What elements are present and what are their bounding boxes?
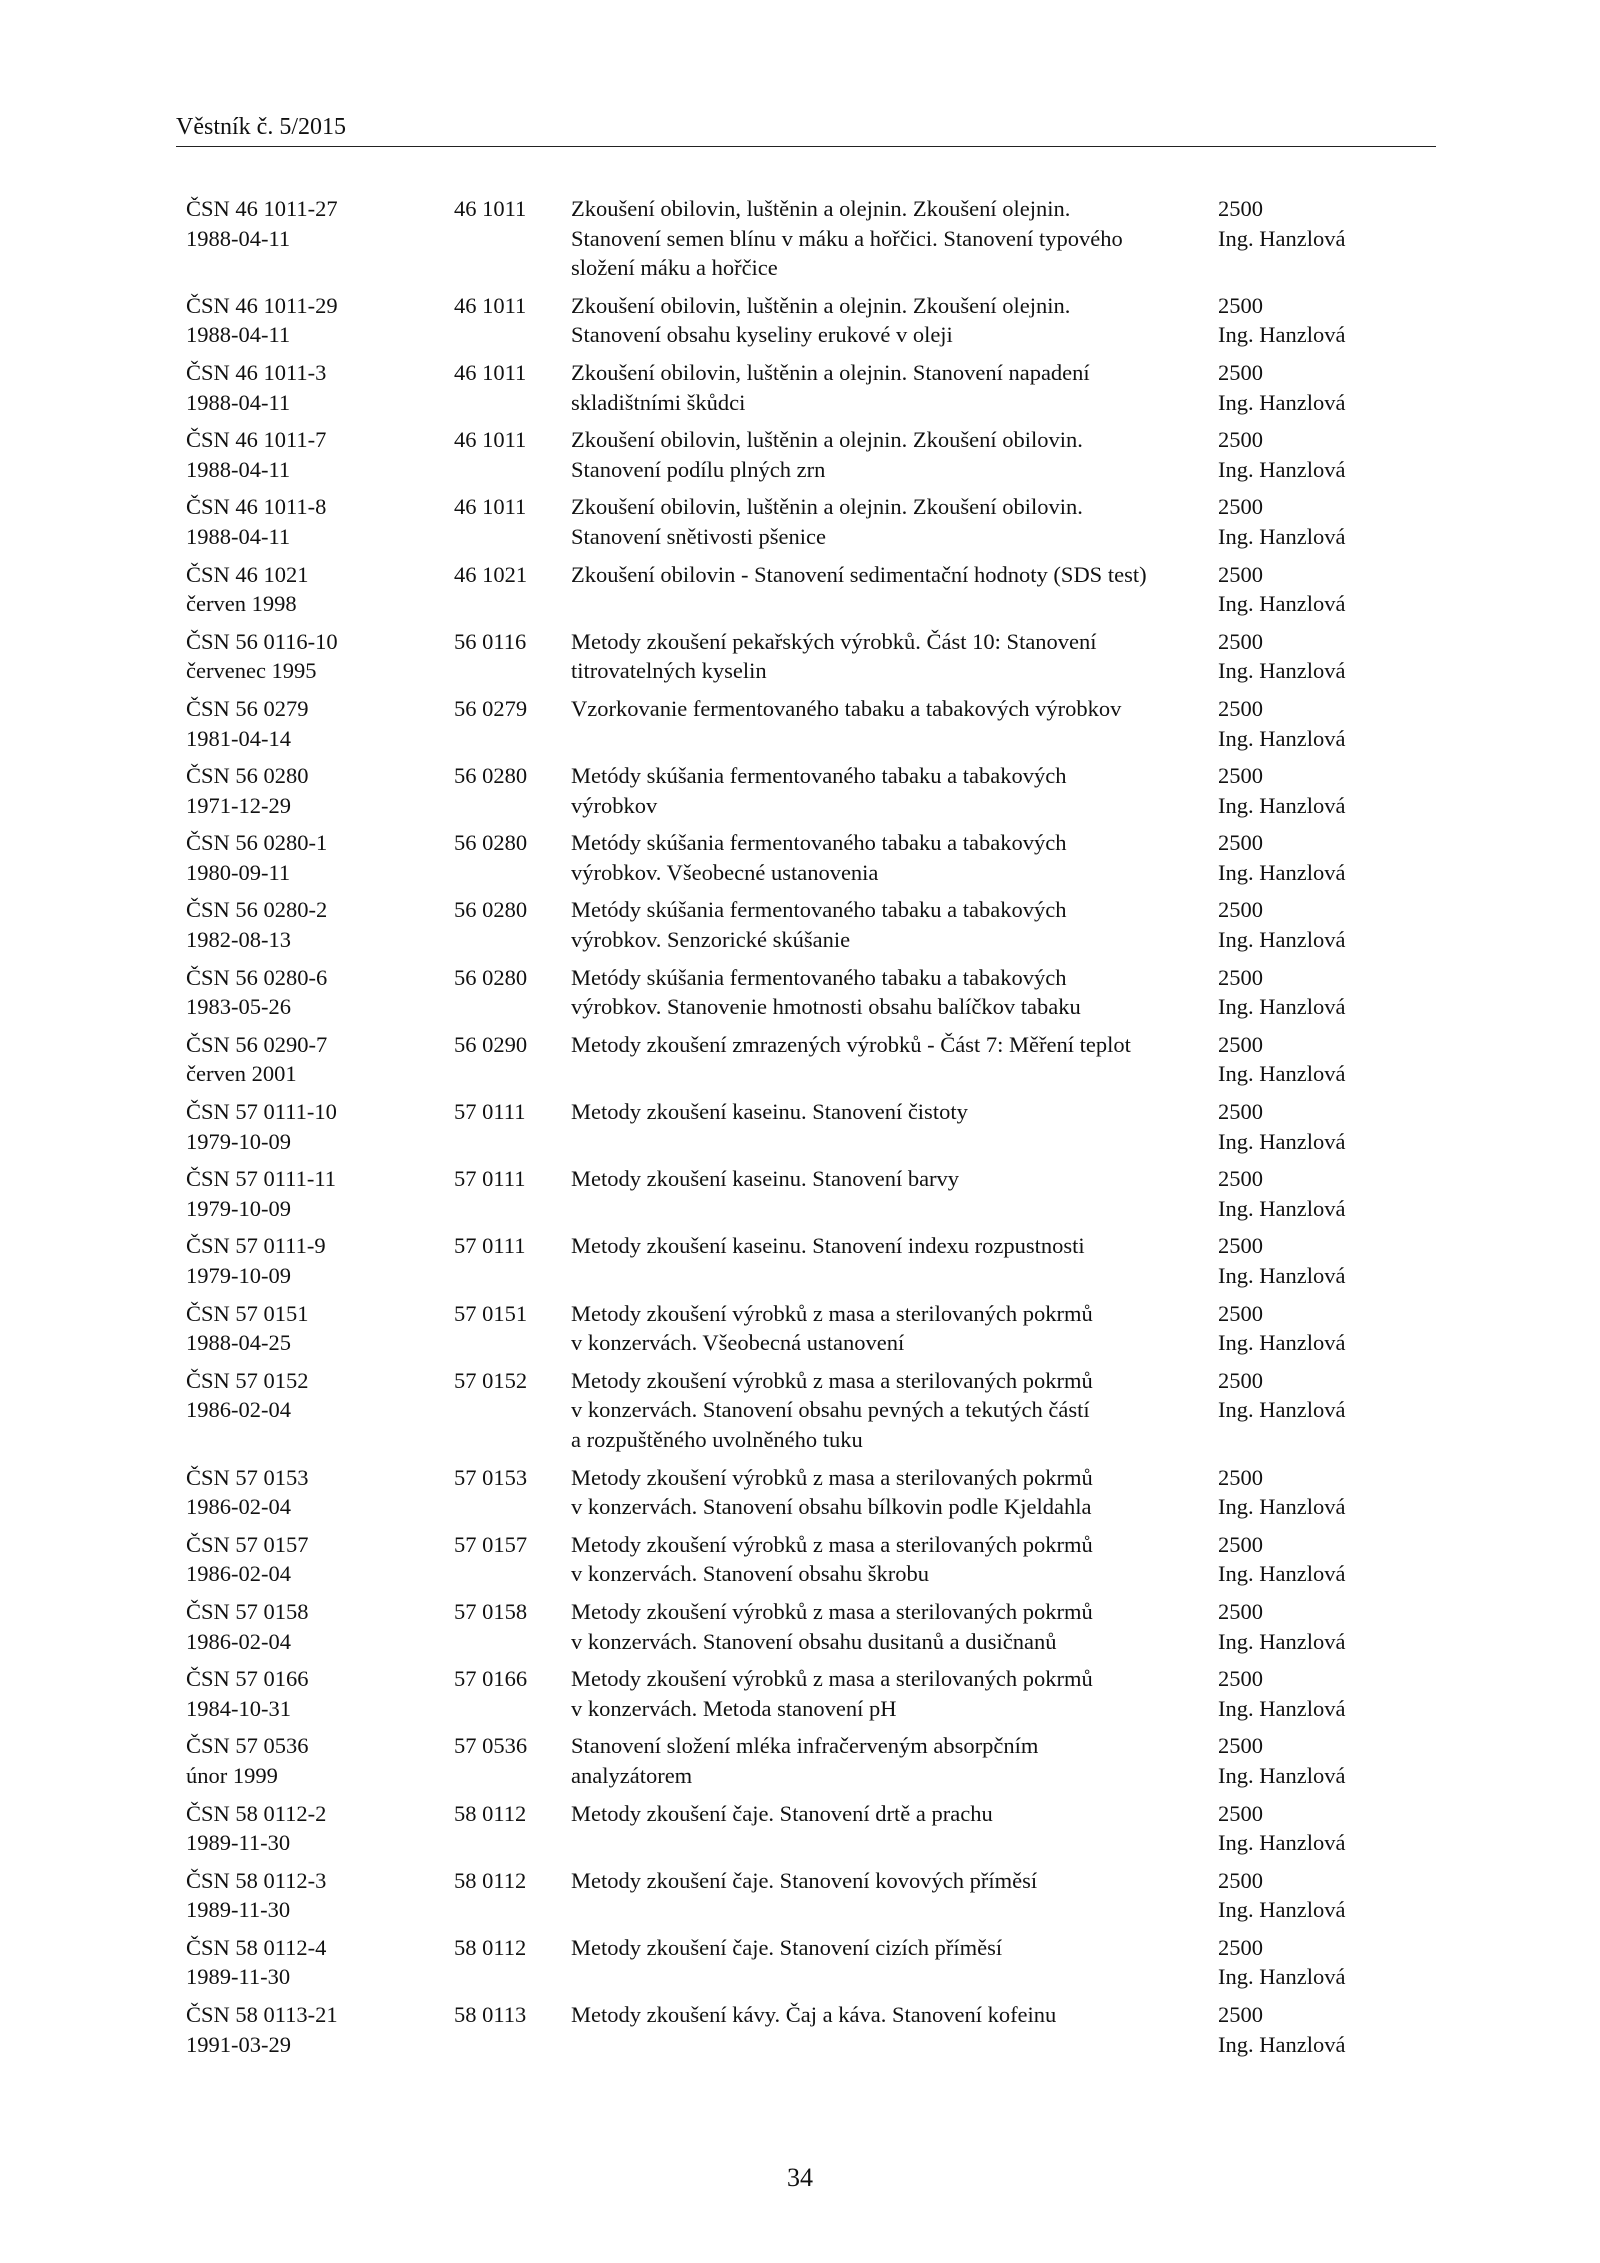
title-line: výrobkov	[571, 792, 658, 818]
standard-date: 1988-04-11	[186, 523, 291, 549]
standard-designation	[186, 1664, 454, 1723]
price-contact	[1218, 694, 1368, 753]
contact-person: Ing. Hanzlová	[1218, 927, 1346, 953]
contact-person: Ing. Hanzlová	[1218, 523, 1346, 549]
contact-person: Ing. Hanzlová	[1218, 1830, 1346, 1856]
standard-code: ČSN 58 0112-4	[186, 1934, 327, 1960]
standard-title	[571, 492, 1218, 551]
standard-designation	[186, 291, 454, 350]
standard-designation	[186, 1731, 454, 1790]
standard-date: červenec 1995	[186, 658, 317, 684]
standard-code: ČSN 57 0536	[186, 1733, 309, 1759]
title-line: Metódy skúšania fermentovaného tabaku a tabakových	[571, 964, 1067, 990]
title-line: Zkoušení obilovin, luštěnin a olejnin. Zkoušení obilovin.	[571, 494, 1083, 520]
standard-entry	[186, 627, 1436, 686]
standard-title	[571, 1933, 1218, 1992]
standard-date: únor 1999	[186, 1762, 278, 1788]
price: 2500	[1218, 1666, 1263, 1692]
price-contact	[1218, 1164, 1368, 1223]
contact-person: Ing. Hanzlová	[1218, 658, 1346, 684]
price-contact	[1218, 560, 1368, 619]
standard-designation	[186, 1530, 454, 1589]
title-line: Stanovení složení mléka infračerveným absorpčním	[571, 1733, 1039, 1759]
contact-person: Ing. Hanzlová	[1218, 591, 1346, 617]
price: 2500	[1218, 1598, 1263, 1624]
standard-title	[571, 560, 1218, 619]
class-number: 57 0111	[454, 1166, 526, 1192]
standard-title	[571, 358, 1218, 417]
standard-code: ČSN 56 0116-10	[186, 628, 338, 654]
standard-entry	[186, 828, 1436, 887]
class-number: 56 0280	[454, 897, 528, 923]
standard-code: ČSN 46 1011-3	[186, 359, 327, 385]
class-number: 56 0280	[454, 763, 528, 789]
contact-person: Ing. Hanzlová	[1218, 1762, 1346, 1788]
standard-code: ČSN 57 0111-10	[186, 1099, 337, 1125]
title-line: Stanovení obsahu kyseliny erukové v oleji	[571, 322, 953, 348]
standard-code: ČSN 57 0166	[186, 1666, 309, 1692]
standard-title	[571, 761, 1218, 820]
standard-code: ČSN 56 0280-2	[186, 897, 328, 923]
standard-code: ČSN 56 0290-7	[186, 1031, 328, 1057]
standard-code: ČSN 56 0280	[186, 763, 309, 789]
standard-title	[571, 291, 1218, 350]
class-number: 46 1011	[454, 196, 527, 221]
standard-designation	[186, 2000, 454, 2059]
standard-code: ČSN 57 0111-11	[186, 1166, 337, 1192]
title-line: v konzervách. Stanovení obsahu bílkovin podle Kjeldahla	[571, 1494, 1092, 1520]
title-line: Zkoušení obilovin, luštěnin a olejnin. Stanovení napadení	[571, 359, 1090, 385]
page-number: 34	[787, 2163, 813, 2192]
title-line: Metody zkoušení čaje. Stanovení cizích příměsí	[571, 1934, 1003, 1960]
standard-date: 1989-11-30	[186, 1964, 291, 1990]
class-number: 56 0290	[454, 1031, 528, 1057]
price-contact	[1218, 194, 1368, 283]
standard-code: ČSN 46 1011-8	[186, 494, 327, 520]
class-number: 57 0158	[454, 1598, 528, 1624]
title-line: Zkoušení obilovin - Stanovení sedimentační hodnoty (SDS test)	[571, 561, 1147, 587]
title-line: Metody zkoušení kaseinu. Stanovení čistoty	[571, 1099, 968, 1125]
class-number: 56 0279	[454, 695, 528, 721]
standard-designation	[186, 1231, 454, 1290]
title-line: Metody zkoušení výrobků z masa a sterilovaných pokrmů	[571, 1367, 1093, 1393]
price-contact	[1218, 963, 1368, 1022]
standard-date: 1979-10-09	[186, 1195, 291, 1221]
standard-code: ČSN 57 0151	[186, 1300, 309, 1326]
standard-designation	[186, 963, 454, 1022]
contact-person: Ing. Hanzlová	[1218, 2031, 1346, 2057]
price-contact	[1218, 1366, 1368, 1455]
standard-designation	[186, 425, 454, 484]
title-line: Metody zkoušení výrobků z masa a sterilovaných pokrmů	[571, 1464, 1093, 1490]
standard-designation	[186, 761, 454, 820]
contact-person: Ing. Hanzlová	[1218, 859, 1346, 885]
contact-person: Ing. Hanzlová	[1218, 456, 1346, 482]
contact-person: Ing. Hanzlová	[1218, 1897, 1346, 1923]
standard-entry	[186, 1731, 1436, 1790]
title-line: Metódy skúšania fermentovaného tabaku a tabakových	[571, 763, 1067, 789]
title-line: Metody zkoušení pekařských výrobků. Část 10: Stanovení	[571, 628, 1097, 654]
standard-entry	[186, 1933, 1436, 1992]
standard-code: ČSN 57 0152	[186, 1367, 309, 1393]
standard-designation	[186, 1097, 454, 1156]
standard-entry	[186, 1530, 1436, 1589]
title-line: Metody zkoušení čaje. Stanovení drtě a prachu	[571, 1800, 993, 1826]
class-number: 57 0536	[454, 1733, 528, 1759]
price: 2500	[1218, 1800, 1263, 1826]
title-line: Zkoušení obilovin, luštěnin a olejnin. Zkoušení obilovin.	[571, 427, 1083, 453]
standard-title	[571, 828, 1218, 887]
price-contact	[1218, 1463, 1368, 1522]
standard-title	[571, 425, 1218, 484]
standard-entry	[186, 1799, 1436, 1858]
price-contact	[1218, 1799, 1368, 1858]
title-line: Metody zkoušení kaseinu. Stanovení indexu rozpustnosti	[571, 1233, 1085, 1259]
standard-date: červen 1998	[186, 591, 297, 617]
contact-person: Ing. Hanzlová	[1218, 725, 1346, 751]
standard-code: ČSN 56 0280-6	[186, 964, 328, 990]
standard-entry	[186, 895, 1436, 954]
title-line: skladištními škůdci	[571, 389, 746, 415]
standard-title	[571, 963, 1218, 1022]
title-line: Metody zkoušení zmrazených výrobků - Část 7: Měření teplot	[571, 1031, 1131, 1057]
price: 2500	[1218, 1934, 1263, 1960]
standard-title	[571, 1799, 1218, 1858]
title-line: Metody zkoušení výrobků z masa a sterilovaných pokrmů	[571, 1666, 1093, 1692]
standard-entry	[186, 963, 1436, 1022]
price-contact	[1218, 358, 1368, 417]
class-number: 46 1021	[454, 561, 528, 587]
standard-designation	[186, 828, 454, 887]
standard-code: ČSN 57 0111-9	[186, 1233, 326, 1259]
standard-entry	[186, 1097, 1436, 1156]
price: 2500	[1218, 561, 1263, 587]
standard-title	[571, 1664, 1218, 1723]
title-line: v konzervách. Stanovení obsahu škrobu	[571, 1561, 930, 1587]
standard-code: ČSN 57 0153	[186, 1464, 309, 1490]
price-contact	[1218, 1597, 1368, 1656]
standard-code: ČSN 46 1011-7	[186, 427, 327, 453]
class-number: 58 0112	[454, 1867, 527, 1893]
standard-title	[571, 1366, 1218, 1455]
title-line: Stanovení semen blínu v máku a hořčici. Stanovení typového	[571, 225, 1123, 251]
title-line: Metódy skúšania fermentovaného tabaku a tabakových	[571, 830, 1067, 856]
standard-entry	[186, 291, 1436, 350]
price: 2500	[1218, 292, 1263, 318]
standard-title	[571, 1231, 1218, 1290]
contact-person: Ing. Hanzlová	[1218, 1195, 1346, 1221]
standard-date: 1982-08-13	[186, 927, 291, 953]
class-number: 56 0280	[454, 964, 528, 990]
standard-entry	[186, 2000, 1436, 2059]
contact-person: Ing. Hanzlová	[1218, 1695, 1346, 1721]
contact-person: Ing. Hanzlová	[1218, 1628, 1346, 1654]
standard-entry	[186, 1030, 1436, 1089]
class-number: 57 0151	[454, 1300, 528, 1326]
price: 2500	[1218, 1867, 1263, 1893]
class-number: 56 0280	[454, 830, 528, 856]
standard-code: ČSN 56 0279	[186, 695, 309, 721]
price: 2500	[1218, 897, 1263, 923]
standard-entry	[186, 560, 1436, 619]
standard-date: 1983-05-26	[186, 994, 291, 1020]
title-line: Stanovení podílu plných zrn	[571, 456, 826, 482]
title-line: v konzervách. Stanovení obsahu pevných a tekutých částí	[571, 1397, 1090, 1423]
standard-title	[571, 627, 1218, 686]
standard-designation	[186, 1799, 454, 1858]
standard-code: ČSN 57 0158	[186, 1598, 309, 1624]
standard-designation	[186, 1030, 454, 1089]
price-contact	[1218, 1530, 1368, 1589]
title-line: výrobkov. Stanovenie hmotnosti obsahu balíčkov tabaku	[571, 994, 1081, 1020]
standard-title	[571, 1866, 1218, 1925]
price: 2500	[1218, 830, 1263, 856]
price: 2500	[1218, 1031, 1263, 1057]
standard-title	[571, 1530, 1218, 1589]
price-contact	[1218, 1866, 1368, 1925]
price-contact	[1218, 895, 1368, 954]
price: 2500	[1218, 2002, 1263, 2028]
standard-date: 1991-03-29	[186, 2031, 291, 2057]
contact-person: Ing. Hanzlová	[1218, 1561, 1346, 1587]
standard-entry	[186, 1463, 1436, 1522]
standard-entry	[186, 694, 1436, 753]
price: 2500	[1218, 1099, 1263, 1125]
title-line: Stanovení snětivosti pšenice	[571, 523, 826, 549]
standard-entry	[186, 1597, 1436, 1656]
standard-code: ČSN 58 0113-21	[186, 2002, 338, 2028]
standard-date: 1984-10-31	[186, 1695, 291, 1721]
title-line: Zkoušení obilovin, luštěnin a olejnin. Zkoušení olejnin.	[571, 196, 1071, 221]
class-number: 56 0116	[454, 628, 527, 654]
journal-title: Věstník č. 5/2015	[176, 114, 346, 140]
standard-date: 1988-04-11	[186, 389, 291, 415]
title-line: v konzervách. Metoda stanovení pH	[571, 1695, 897, 1721]
standard-entry	[186, 761, 1436, 820]
price-contact	[1218, 1933, 1368, 1992]
price: 2500	[1218, 494, 1263, 520]
standard-designation	[186, 1366, 454, 1455]
standard-date: 1988-04-11	[186, 225, 291, 251]
standard-entry	[186, 425, 1436, 484]
standard-title	[571, 2000, 1218, 2059]
price-contact	[1218, 1097, 1368, 1156]
standard-code: ČSN 46 1021	[186, 561, 309, 587]
standard-designation	[186, 627, 454, 686]
class-number: 46 1011	[454, 427, 527, 453]
title-line: v konzervách. Stanovení obsahu dusitanů a dusičnanů	[571, 1628, 1057, 1654]
standard-designation	[186, 1933, 454, 1992]
title-line: výrobkov. Všeobecné ustanovenia	[571, 859, 879, 885]
price-contact	[1218, 1030, 1368, 1089]
standard-entry	[186, 358, 1436, 417]
standard-designation	[186, 1866, 454, 1925]
standard-code: ČSN 56 0280-1	[186, 830, 328, 856]
standard-date: 1980-09-11	[186, 859, 291, 885]
price-contact	[1218, 1231, 1368, 1290]
class-number: 57 0111	[454, 1099, 526, 1125]
standard-date: 1981-04-14	[186, 725, 291, 751]
standard-designation	[186, 1164, 454, 1223]
standard-code: ČSN 46 1011-27	[186, 196, 338, 221]
price-contact	[1218, 1664, 1368, 1723]
class-number: 46 1011	[454, 359, 527, 385]
price: 2500	[1218, 427, 1263, 453]
price-contact	[1218, 425, 1368, 484]
standard-title	[571, 1164, 1218, 1223]
price: 2500	[1218, 1733, 1263, 1759]
title-line: analyzátorem	[571, 1762, 693, 1788]
class-number: 58 0113	[454, 2002, 527, 2028]
standard-entry	[186, 1866, 1436, 1925]
class-number: 46 1011	[454, 292, 527, 318]
standard-designation	[186, 895, 454, 954]
standard-code: ČSN 58 0112-2	[186, 1800, 327, 1826]
title-line: složení máku a hořčice	[571, 255, 778, 281]
standard-entry	[186, 1664, 1436, 1723]
class-number: 58 0112	[454, 1800, 527, 1826]
standard-date: 1986-02-04	[186, 1397, 291, 1423]
price: 2500	[1218, 695, 1263, 721]
title-line: Metódy skúšania fermentovaného tabaku a tabakových	[571, 897, 1067, 923]
price-contact	[1218, 291, 1368, 350]
title-line: Metody zkoušení kaseinu. Stanovení barvy	[571, 1166, 960, 1192]
standard-code: ČSN 58 0112-3	[186, 1867, 327, 1893]
price-contact	[1218, 828, 1368, 887]
price: 2500	[1218, 628, 1263, 654]
price-contact	[1218, 1731, 1368, 1790]
standard-date: 1988-04-11	[186, 322, 291, 348]
standard-designation	[186, 194, 454, 283]
title-line: Metody zkoušení výrobků z masa a sterilovaných pokrmů	[571, 1531, 1093, 1557]
price-contact	[1218, 627, 1368, 686]
contact-person: Ing. Hanzlová	[1218, 792, 1346, 818]
contact-person: Ing. Hanzlová	[1218, 1397, 1346, 1423]
standard-date: 1986-02-04	[186, 1561, 291, 1587]
price: 2500	[1218, 359, 1263, 385]
price-contact	[1218, 761, 1368, 820]
contact-person: Ing. Hanzlová	[1218, 1263, 1346, 1288]
standard-title	[571, 895, 1218, 954]
price: 2500	[1218, 196, 1263, 221]
contact-person: Ing. Hanzlová	[1218, 225, 1346, 251]
price: 2500	[1218, 1300, 1263, 1326]
price: 2500	[1218, 1166, 1263, 1192]
standard-date: 1989-11-30	[186, 1897, 291, 1923]
standard-date: 1988-04-11	[186, 456, 291, 482]
standard-entry	[186, 1164, 1436, 1223]
standard-entry	[186, 1299, 1436, 1358]
standard-title	[571, 1097, 1218, 1156]
class-number: 57 0153	[454, 1464, 528, 1490]
contact-person: Ing. Hanzlová	[1218, 1061, 1346, 1087]
standard-entry	[186, 492, 1436, 551]
class-number: 58 0112	[454, 1934, 527, 1960]
class-number: 57 0152	[454, 1367, 528, 1393]
contact-person: Ing. Hanzlová	[1218, 322, 1346, 348]
standard-date: 1979-10-09	[186, 1263, 291, 1288]
standard-title	[571, 1030, 1218, 1089]
title-line: v konzervách. Všeobecná ustanovení	[571, 1330, 905, 1356]
standard-designation	[186, 1463, 454, 1522]
title-line: Vzorkovanie fermentovaného tabaku a tabakových výrobkov	[571, 695, 1122, 721]
contact-person: Ing. Hanzlová	[1218, 389, 1346, 415]
standard-date: 1989-11-30	[186, 1830, 291, 1856]
standard-date: 1986-02-04	[186, 1494, 291, 1520]
class-number: 57 0157	[454, 1531, 528, 1557]
class-number: 57 0166	[454, 1666, 528, 1692]
title-line: Metody zkoušení kávy. Čaj a káva. Stanovení kofeinu	[571, 2002, 1057, 2028]
title-line: Zkoušení obilovin, luštěnin a olejnin. Zkoušení olejnin.	[571, 292, 1071, 318]
standard-date: 1979-10-09	[186, 1128, 291, 1154]
standard-designation	[186, 1597, 454, 1656]
price-contact	[1218, 492, 1368, 551]
price: 2500	[1218, 1367, 1263, 1393]
standard-entry	[186, 1231, 1436, 1290]
standard-entry	[186, 194, 1436, 283]
price: 2500	[1218, 1464, 1263, 1490]
standard-title	[571, 694, 1218, 753]
standard-title	[571, 1463, 1218, 1522]
title-line: Metody zkoušení výrobků z masa a sterilovaných pokrmů	[571, 1598, 1093, 1624]
standard-designation	[186, 358, 454, 417]
class-number: 57 0111	[454, 1233, 526, 1259]
standard-title	[571, 194, 1218, 283]
standard-date: červen 2001	[186, 1061, 297, 1087]
standards-list	[186, 194, 1436, 2067]
standard-designation	[186, 492, 454, 551]
class-number: 46 1011	[454, 494, 527, 520]
standard-designation	[186, 560, 454, 619]
title-line: Metody zkoušení výrobků z masa a sterilovaných pokrmů	[571, 1300, 1093, 1326]
contact-person: Ing. Hanzlová	[1218, 994, 1346, 1020]
standard-date: 1971-12-29	[186, 792, 291, 818]
contact-person: Ing. Hanzlová	[1218, 1128, 1346, 1154]
price-contact	[1218, 2000, 1368, 2059]
title-line: Metody zkoušení čaje. Stanovení kovových příměsí	[571, 1867, 1038, 1893]
standard-title	[571, 1731, 1218, 1790]
standard-title	[571, 1597, 1218, 1656]
contact-person: Ing. Hanzlová	[1218, 1964, 1346, 1990]
contact-person: Ing. Hanzlová	[1218, 1494, 1346, 1520]
price: 2500	[1218, 763, 1263, 789]
contact-person: Ing. Hanzlová	[1218, 1330, 1346, 1356]
standard-code: ČSN 46 1011-29	[186, 292, 338, 318]
title-line: a rozpuštěného uvolněného tuku	[571, 1426, 863, 1452]
standard-code: ČSN 57 0157	[186, 1531, 309, 1557]
standard-date: 1986-02-04	[186, 1628, 291, 1654]
standard-designation	[186, 694, 454, 753]
page-header	[176, 112, 1436, 147]
title-line: titrovatelných kyselin	[571, 658, 767, 684]
price: 2500	[1218, 1531, 1263, 1557]
price-contact	[1218, 1299, 1368, 1358]
title-line: výrobkov. Senzorické skúšanie	[571, 927, 851, 953]
standard-entry	[186, 1366, 1436, 1455]
price: 2500	[1218, 964, 1263, 990]
standard-designation	[186, 1299, 454, 1358]
standard-date: 1988-04-25	[186, 1330, 291, 1356]
standard-title	[571, 1299, 1218, 1358]
price: 2500	[1218, 1233, 1263, 1259]
